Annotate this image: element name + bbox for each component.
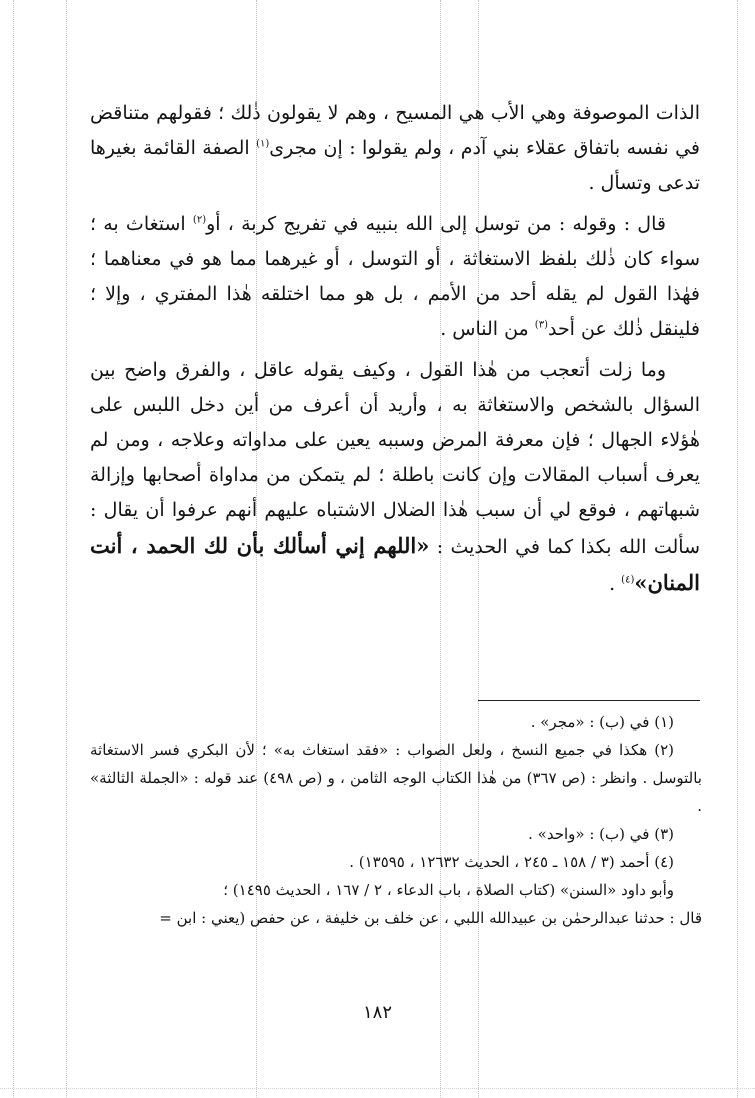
paragraph-3-text: وما زلت أتعجب من هٰذا القول ، وكيف يقوله عاقل ، والفرق واضح بين السؤال بالشخص والاستغاثة به ، وأريد أن أعرف من أين دخل اللبس على هٰؤلاء الجهال ؛ فإن معرفة المرض وسببه يعين على مداواته وعلاجه ، ومن لم يعرف أسباب المقالات وإن كانت باطلة ؛ لم يتمكن من مداواة أصحابها وإزالة شبهاتهم ، فوقع لي أن سبب هٰذا الضلال الاشتباه عليهم أنهم عرفوا أن يقال : سألت الله بكذا كما في الحديث : bbox=[90, 359, 700, 558]
scan-guide-line bbox=[0, 1088, 755, 1089]
paragraph-2-text: قال : وقوله : من توسل إلى الله بنبيه في تفريج كربة ، أو bbox=[206, 213, 666, 235]
paragraph-3-tail: . bbox=[609, 573, 622, 595]
scan-guide-line bbox=[66, 0, 67, 1098]
footnote-ref-1: (١) bbox=[256, 138, 270, 150]
footnotes bbox=[90, 708, 702, 932]
page-number: ١٨٢ bbox=[362, 1002, 392, 1023]
scan-guide-line bbox=[13, 0, 14, 1098]
footnote-2: (٢) هكذا في جميع النسخ ، ولعل الصواب : «فقد استغاث به» ؛ لأن البكري فسر الاستغاثة بالتوسل . وانظر : (ص ٣٦٧) من هٰذا الكتاب الوجه الثامن ، و (ص ٤٩٨) عند قوله : «الجملة الثالثة» . bbox=[90, 741, 702, 815]
paragraph-1 bbox=[90, 96, 700, 201]
footnote-ref-2: (٢) bbox=[192, 214, 207, 226]
paragraph-2 bbox=[90, 207, 700, 347]
footnote-ref-3: (٣) bbox=[534, 319, 548, 331]
paragraph-1-tail: الصفة القائمة بغيرها تدعى وتسأل . bbox=[90, 137, 700, 194]
footnote-divider bbox=[478, 700, 700, 701]
scan-guide-line bbox=[737, 0, 738, 1098]
hadith-quote: «اللهم إني أسألك بأن لك الحمد ، أنت المنان» bbox=[90, 533, 700, 595]
footnote-ref-4: (٤) bbox=[621, 574, 635, 586]
paragraph-2-tail: من الناس . bbox=[440, 318, 535, 340]
footnote-4: (٤) أحمد (٣ / ١٥٨ ـ ٢٤٥ ، الحديث ١٢٦٣٢ ، ١٣٥٩٥) . bbox=[349, 853, 674, 871]
footnote-4-continued: وأبو داود «السنن» (كتاب الصلاة ، باب الدعاء ، ٢ / ١٦٧ ، الحديث ١٤٩٥) ؛ bbox=[223, 881, 674, 899]
main-text bbox=[90, 96, 700, 608]
footnote-4-continued-2: قال : حدثنا عبدالرحمٰن بن عبيدالله اللبي ، عن خلف بن خليفة ، عن حفص (يعني : ابن = bbox=[159, 909, 702, 927]
footnote-1: (١) في (ب) : «مجر» . bbox=[530, 713, 674, 731]
paragraph-1-text: الذات الموصوفة وهي الأب هي المسيح ، وهم لا يقولون ذٰلك ؛ فقولهم متناقض في نفسه باتفاق عقلاء بني آدم ، ولم يقولوا : إن مجرى bbox=[90, 102, 700, 159]
footnote-3: (٣) في (ب) : «واحد» . bbox=[528, 825, 674, 843]
paragraph-3 bbox=[90, 353, 700, 602]
paragraph-2-text-cont: استغاث به ؛ سواء كان ذٰلك بلفظ الاستغاثة ، أو التوسل ، أو غيرهما مما هو في معناهما ؛ فهٰذا القول لم يقله أحد من الأمم ، بل هو مما اختلقه هٰذا المفتري ، وإلا ؛ فلينقل ذٰلك عن أحد bbox=[90, 213, 700, 340]
